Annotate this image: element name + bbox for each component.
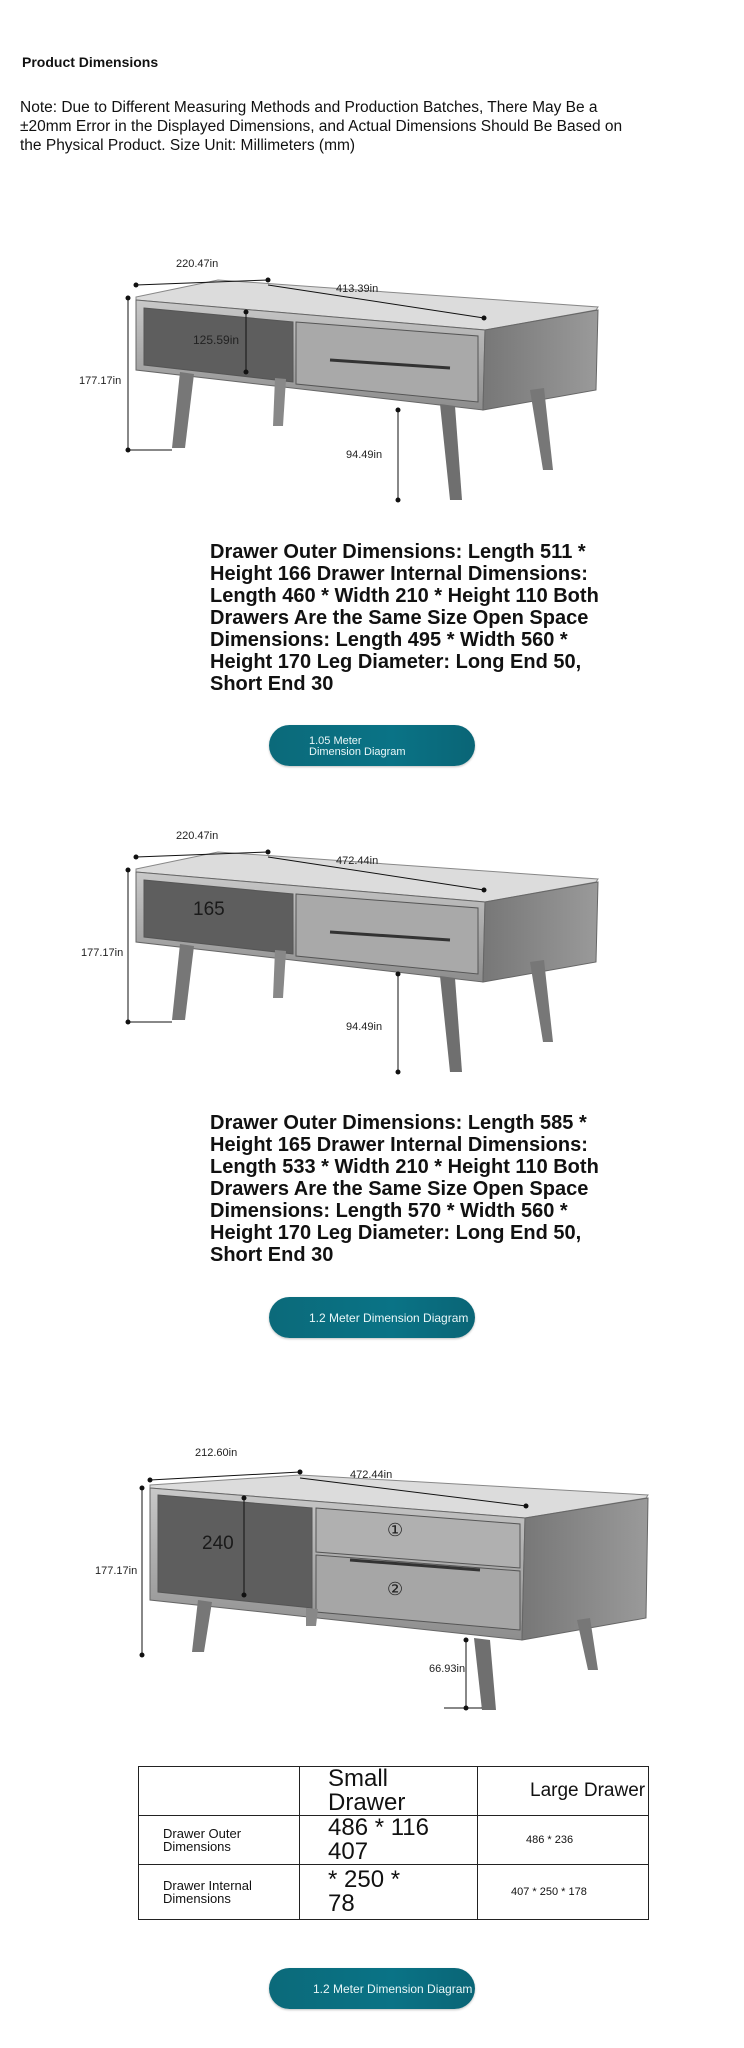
dimension-diagram-button-1[interactable] (269, 725, 475, 766)
dimension-diagram-1 (0, 250, 744, 510)
dimension-diagram-3 (0, 1440, 744, 1720)
inner-height-label: 240 (202, 1533, 234, 1554)
row-label: Drawer Internal Dimensions (139, 1865, 300, 1920)
table-corner-cell (139, 1767, 300, 1816)
spec-text-2: Drawer Outer Dimensions: Length 585 * Height 165 Drawer Internal Dimensions: Length 533 * Width 210 * Height 110 Both Drawers Are the Same Size Open Space Dimensions: Length 570 * Width 560 * Height 170 Leg Diameter: Long End 50, Short End 30 (210, 1112, 599, 1266)
button-label-line2: Dimension Diagram (309, 746, 406, 758)
inner-height-label: 165 (193, 899, 225, 920)
row-small-value: 486 * 116 407 (300, 1816, 478, 1865)
inner-height-label: 125.59in (193, 333, 240, 347)
height-label: 177.17in (79, 375, 122, 387)
button-label-line1: 1.05 Meter (309, 735, 362, 747)
table-header-row (139, 1767, 649, 1816)
row-large-value: 486 * 236 (478, 1816, 649, 1865)
dimension-diagram-2 (0, 822, 744, 1082)
dimension-diagram-button-3[interactable] (269, 1968, 475, 2009)
depth-label: 220.47in (176, 258, 219, 270)
depth-label: 220.47in (176, 830, 219, 842)
leg-height-label: 94.49in (346, 1021, 383, 1033)
height-label: 177.17in (81, 947, 124, 959)
row-large-value: 407 * 250 * 178 (478, 1865, 649, 1920)
small-drawer-header: Small Drawer (300, 1767, 478, 1816)
measurement-note: Note: Due to Different Measuring Methods and Production Batches, There May Be a ±20mm Error in the Displayed Dimensions, and Actual Dimensions Should Be Based on the Physical Product. Size Unit: Millimeters (mm) (20, 99, 623, 154)
leg-height-label: 94.49in (346, 449, 383, 461)
depth-label: 212.60in (195, 1447, 238, 1459)
page-title: Product Dimensions (22, 54, 159, 70)
drawer-dimension-table (138, 1766, 649, 1920)
large-drawer-header: Large Drawer (478, 1767, 649, 1816)
table-row (139, 1816, 649, 1865)
length-label: 472.44in (350, 1469, 393, 1481)
coffee-table-drawing (0, 1440, 744, 1720)
length-label: 472.44in (336, 855, 379, 867)
leg-height-label: 66.93in (429, 1663, 466, 1675)
spec-text-1: Drawer Outer Dimensions: Length 511 * Height 166 Drawer Internal Dimensions: Length 460 * Width 210 * Height 110 Both Drawers Are the Same Size Open Space Dimensions: Length 495 * Width 560 * Height 170 Leg Diameter: Long End 50, Short End 30 (210, 541, 599, 695)
large-drawer-number: ② (387, 1579, 404, 1599)
length-label: 413.39in (336, 283, 379, 295)
small-drawer-number: ① (387, 1520, 404, 1540)
button-label: 1.2 Meter Dimension Diagram (309, 1311, 469, 1325)
row-label: Drawer Outer Dimensions (139, 1816, 300, 1865)
table-row (139, 1865, 649, 1920)
height-label: 177.17in (95, 1565, 138, 1577)
dimension-diagram-button-2[interactable] (269, 1297, 475, 1338)
button-label: 1.2 Meter Dimension Diagram (313, 1982, 473, 1996)
row-small-value: * 250 * 78 (300, 1865, 478, 1920)
